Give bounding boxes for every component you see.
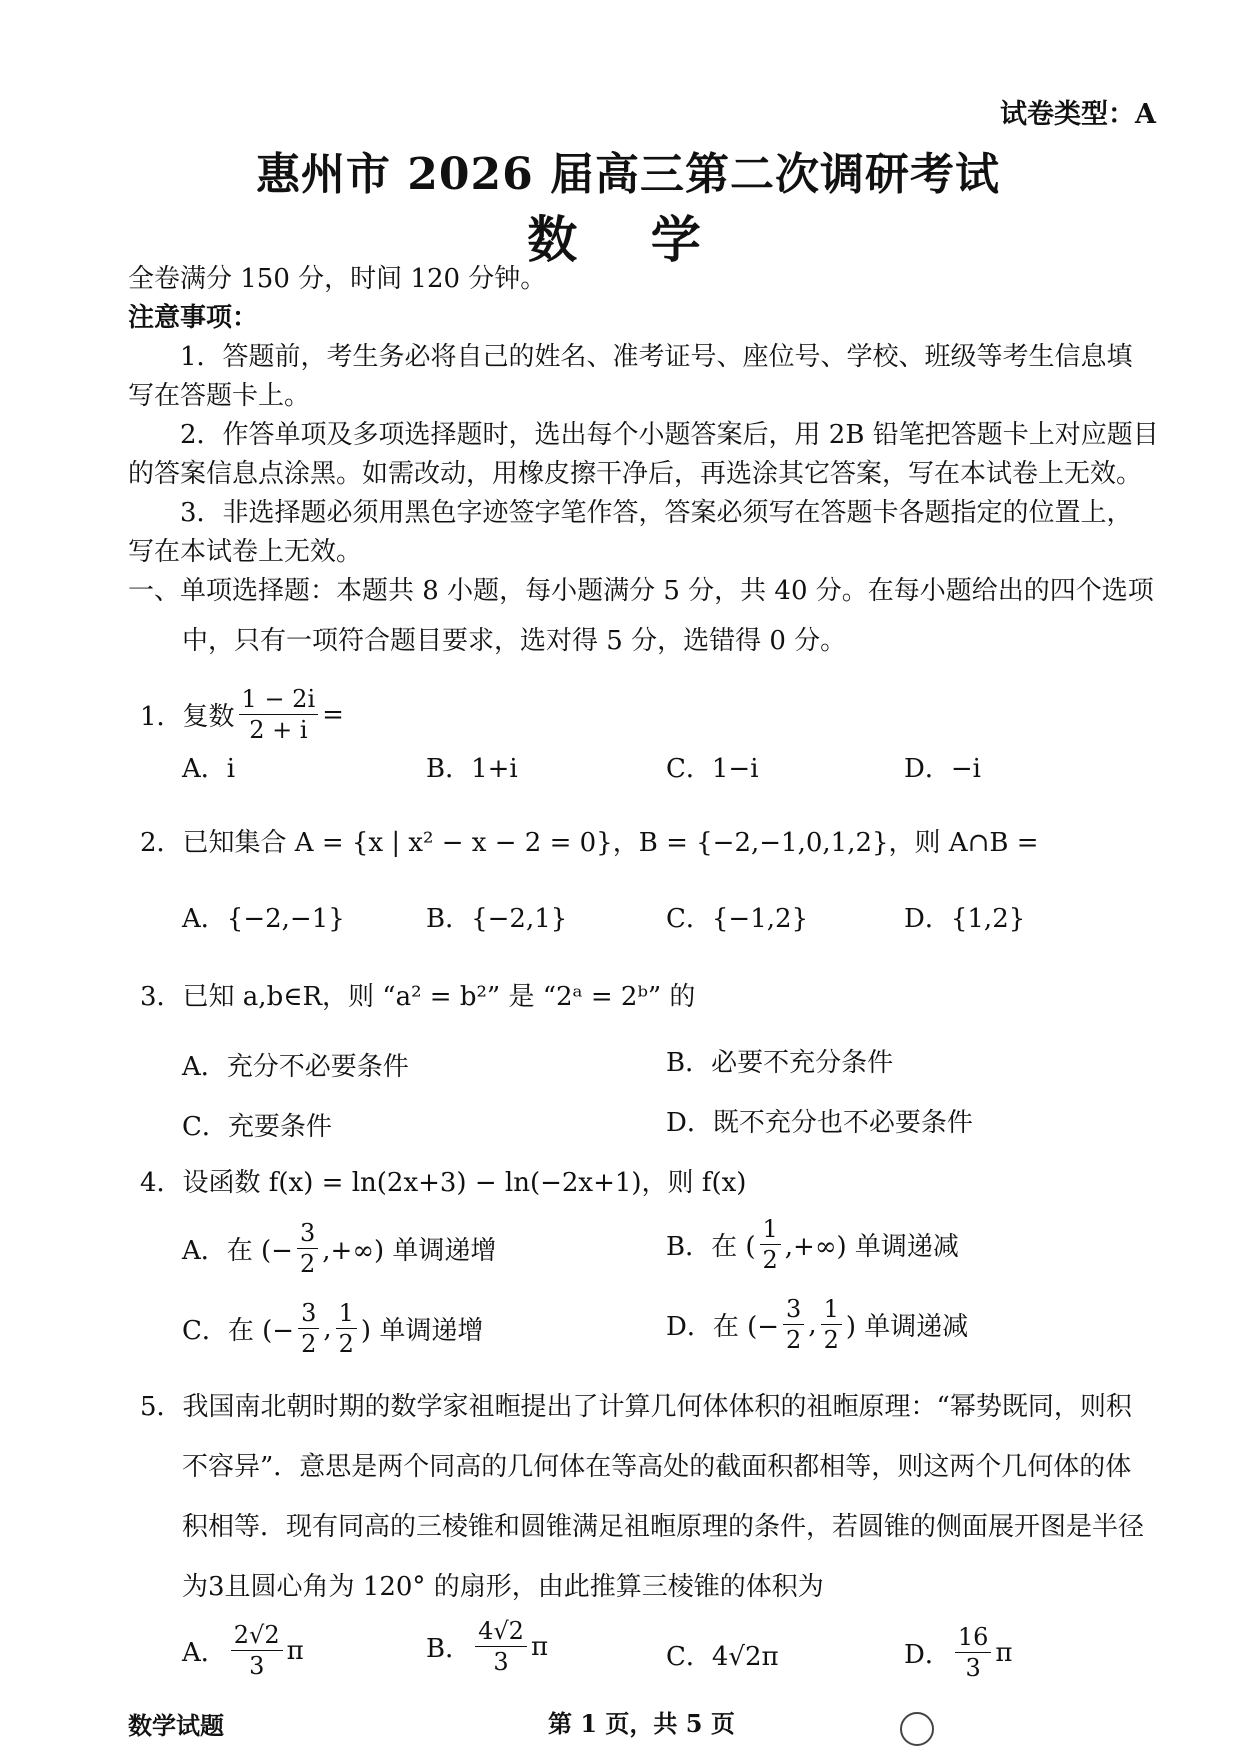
q5-b-num: 4√2 bbox=[475, 1618, 527, 1647]
q4-d-den-2: 2 bbox=[823, 1326, 839, 1355]
notice-1-line-2: 写在答题卡上。 bbox=[128, 381, 311, 411]
notice-3-line-1: 3．非选择题必须用黑色字迹签字笔作答，答案必须写在答题卡各题指定的位置上， bbox=[180, 498, 1133, 528]
q4-option-d bbox=[666, 1296, 968, 1354]
q4-a-suffix: ,+∞) 单调递增 bbox=[322, 1236, 497, 1267]
q4-option-b bbox=[666, 1216, 959, 1274]
q1-prefix: 1．复数 bbox=[140, 702, 235, 733]
q4-d-den-1: 2 bbox=[786, 1326, 802, 1355]
q5-a-pi: π bbox=[286, 1635, 304, 1666]
scan-circle-mark bbox=[900, 1712, 934, 1746]
paper-type-label: 试卷类型：A bbox=[1000, 99, 1156, 130]
q4-c-comma: , bbox=[323, 1313, 332, 1344]
q5-a-den: 3 bbox=[249, 1652, 265, 1681]
q4-d-prefix: D．在 (− bbox=[666, 1312, 780, 1343]
question-5-line-3: 积相等．现有同高的三棱锥和圆锥满足祖暅原理的条件，若圆锥的侧面展开图是半径 bbox=[182, 1512, 1145, 1542]
q1-denominator: 2 + i bbox=[249, 716, 308, 745]
q3-option-d: D．既不充分也不必要条件 bbox=[666, 1108, 973, 1138]
q4-c-num-2: 1 bbox=[336, 1300, 357, 1329]
q1-option-a: A．i bbox=[182, 754, 236, 784]
q5-option-c: C．4√2π bbox=[666, 1642, 779, 1672]
q2-option-c: C．{−1,2} bbox=[666, 904, 809, 934]
subject-title: 数 学 bbox=[527, 210, 729, 269]
question-5-line-2: 不容异”．意思是两个同高的几何体在等高处的截面积都相等，则这两个几何体的体 bbox=[182, 1452, 1132, 1482]
q4-b-suffix: ,+∞) 单调递减 bbox=[784, 1232, 959, 1263]
q4-a-prefix: A．在 (− bbox=[182, 1236, 293, 1267]
q4-b-den: 2 bbox=[762, 1246, 778, 1275]
q2-option-a: A．{−2,−1} bbox=[182, 904, 345, 934]
q4-option-a bbox=[182, 1220, 496, 1278]
q4-d-fraction-2 bbox=[821, 1296, 842, 1354]
q4-c-fraction-1 bbox=[298, 1300, 319, 1358]
q5-d-den: 3 bbox=[965, 1654, 981, 1683]
q1-fraction bbox=[239, 686, 319, 744]
q4-a-den: 2 bbox=[299, 1250, 316, 1279]
q1-option-b: B．1+i bbox=[426, 754, 518, 784]
q3-option-c: C．充要条件 bbox=[182, 1112, 332, 1142]
q1-numerator: 1 − 2i bbox=[239, 686, 319, 715]
q5-d-num: 16 bbox=[955, 1624, 992, 1653]
q4-b-num: 1 bbox=[760, 1216, 781, 1245]
question-2-stem: 2．已知集合 A = {x | x² − x − 2 = 0}，B = {−2,−1,0,1,2}，则 A∩B = bbox=[140, 828, 1039, 858]
notice-3-line-2: 写在本试卷上无效。 bbox=[128, 537, 363, 567]
notice-2-line-1: 2．作答单项及多项选择题时，选出每个小题答案后，用 2B 铅笔把答题卡上对应题目 bbox=[180, 420, 1159, 450]
q5-a-fraction bbox=[231, 1622, 283, 1680]
full-score-line: 全卷满分 150 分，时间 120 分钟。 bbox=[128, 264, 547, 294]
q3-option-b: B．必要不充分条件 bbox=[666, 1048, 894, 1078]
notice-title: 注意事项： bbox=[128, 303, 259, 333]
question-1-stem bbox=[140, 686, 344, 744]
q2-option-b: B．{−2,1} bbox=[426, 904, 568, 934]
q4-d-num-2: 1 bbox=[821, 1296, 842, 1325]
q5-d-fraction bbox=[955, 1624, 992, 1682]
q3-option-a: A．充分不必要条件 bbox=[182, 1052, 409, 1082]
q5-b-den: 3 bbox=[493, 1648, 509, 1677]
q4-b-prefix: B．在 ( bbox=[666, 1232, 756, 1263]
q5-b-label: B． bbox=[426, 1634, 472, 1665]
question-3-stem: 3．已知 a,b∈R，则 “a² = b²” 是 “2ᵃ = 2ᵇ” 的 bbox=[140, 982, 696, 1012]
q5-b-fraction bbox=[475, 1618, 527, 1676]
q5-d-pi: π bbox=[995, 1637, 1013, 1668]
q4-a-fraction bbox=[297, 1220, 318, 1278]
notice-2-line-2: 的答案信息点涂黑。如需改动，用橡皮擦干净后，再选涂其它答案，写在本试卷上无效。 bbox=[128, 459, 1143, 489]
question-4-stem: 4．设函数 f(x) = ln(2x+3) − ln(−2x+1)，则 f(x) bbox=[140, 1168, 747, 1198]
q4-c-fraction-2 bbox=[336, 1300, 357, 1358]
q5-a-label: A． bbox=[182, 1638, 227, 1669]
q5-a-num: 2√2 bbox=[231, 1622, 283, 1651]
q4-c-den-1: 2 bbox=[301, 1330, 317, 1359]
q5-option-a bbox=[182, 1622, 304, 1680]
q4-c-suffix: ) 单调递增 bbox=[360, 1316, 484, 1347]
q4-d-num-1: 3 bbox=[783, 1296, 804, 1325]
footer-subject: 数学试题 bbox=[128, 1711, 224, 1740]
notice-1-line-1: 1．答题前，考生务必将自己的姓名、准考证号、座位号、学校、班级等考生信息填 bbox=[180, 342, 1133, 372]
q5-d-label: D． bbox=[904, 1640, 951, 1671]
footer-page-number: 第 1 页，共 5 页 bbox=[548, 1709, 735, 1738]
q2-option-d: D．{1,2} bbox=[904, 904, 1026, 934]
q4-c-den-2: 2 bbox=[338, 1330, 354, 1359]
q5-b-pi: π bbox=[530, 1631, 549, 1662]
section-1-heading-line-2: 中，只有一项符合题目要求，选对得 5 分，选错得 0 分。 bbox=[182, 626, 847, 656]
q4-c-prefix: C．在 (− bbox=[182, 1316, 295, 1347]
q4-c-num-1: 3 bbox=[298, 1300, 319, 1329]
q1-option-d: D．−i bbox=[904, 754, 981, 784]
q4-b-fraction bbox=[760, 1216, 781, 1274]
q4-d-comma: , bbox=[808, 1309, 817, 1340]
q5-option-b bbox=[426, 1618, 548, 1676]
q4-a-num: 3 bbox=[297, 1220, 318, 1249]
question-5-line-1: 5．我国南北朝时期的数学家祖暅提出了计算几何体体积的祖暅原理：“幂势既同，则积 bbox=[140, 1392, 1132, 1422]
q4-d-suffix: ) 单调递减 bbox=[845, 1312, 969, 1343]
q1-option-c: C．1−i bbox=[666, 754, 759, 784]
q5-option-d bbox=[904, 1624, 1013, 1682]
question-5-line-4: 为3且圆心角为 120° 的扇形，由此推算三棱锥的体积为 bbox=[182, 1572, 824, 1602]
q4-d-fraction-1 bbox=[783, 1296, 804, 1354]
q1-suffix: = bbox=[322, 699, 344, 730]
exam-title: 惠州市 2026 届高三第二次调研考试 bbox=[255, 149, 1001, 200]
q4-option-c bbox=[182, 1300, 483, 1358]
section-1-heading-line-1: 一、单项选择题：本题共 8 小题，每小题满分 5 分，共 40 分。在每小题给出的四个选项 bbox=[128, 576, 1154, 606]
